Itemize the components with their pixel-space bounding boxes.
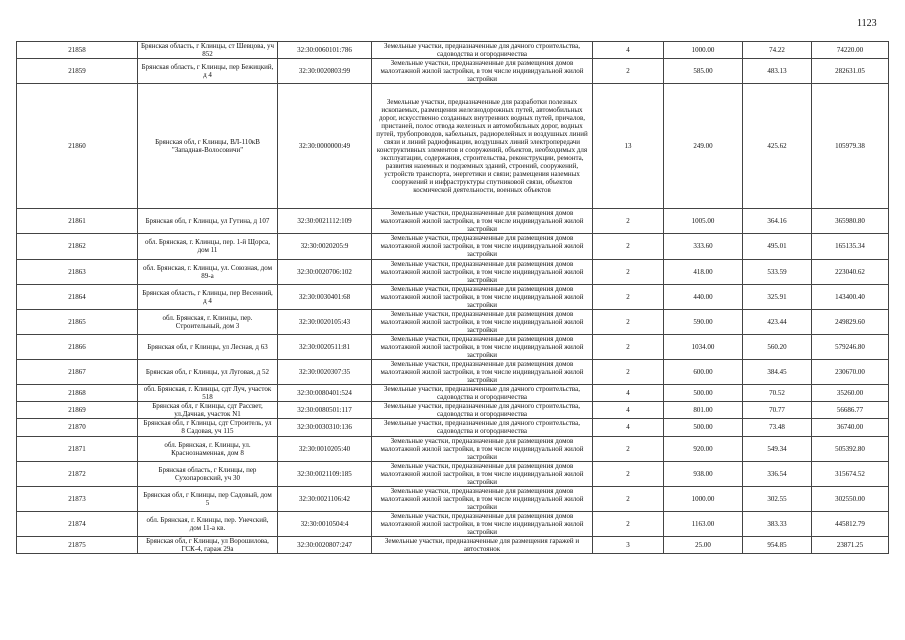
row-group: 3 <box>593 537 664 554</box>
row-land-purpose: Земельные участки, предназначенные для размещения домов малоэтажной жилой застройки, в том числе индивидуальной жилой застройки <box>372 309 593 334</box>
row-specific-value: 425.62 <box>743 84 812 209</box>
row-number: 21867 <box>17 360 138 385</box>
page-number: 1123 <box>857 18 877 29</box>
row-number: 21865 <box>17 309 138 334</box>
table-row <box>17 385 889 402</box>
row-land-purpose: Земельные участки, предназначенные для размещения домов малоэтажной жилой застройки, в том числе индивидуальной жилой застройки <box>372 436 593 461</box>
row-number: 21870 <box>17 419 138 436</box>
table-body <box>17 42 889 554</box>
row-specific-value: 533.59 <box>743 259 812 284</box>
row-land-purpose: Земельные участки, предназначенные для размещения домов малоэтажной жилой застройки, в том числе индивидуальной жилой застройки <box>372 259 593 284</box>
row-group: 2 <box>593 461 664 486</box>
row-specific-value: 549.34 <box>743 436 812 461</box>
row-cadastral-value: 445812.79 <box>812 511 889 536</box>
row-group: 4 <box>593 419 664 436</box>
row-cadastral-value: 74220.00 <box>812 42 889 59</box>
row-group: 13 <box>593 84 664 209</box>
row-cadastral-value: 505392.80 <box>812 436 889 461</box>
table-row <box>17 59 889 84</box>
row-area: 418.00 <box>664 259 743 284</box>
row-land-purpose: Земельные участки, предназначенные для дачного строительства, садоводства и огородничества <box>372 42 593 59</box>
row-area: 500.00 <box>664 385 743 402</box>
row-area: 249.00 <box>664 84 743 209</box>
row-area: 1000.00 <box>664 486 743 511</box>
row-cadastral-value: 36740.00 <box>812 419 889 436</box>
table-row <box>17 84 889 209</box>
row-area: 600.00 <box>664 360 743 385</box>
row-address: Брянская обл, г Клинцы, ул Гутина, д 107 <box>138 209 278 234</box>
row-address: Брянская область, г Клинцы, пер Бежицкий, д 4 <box>138 59 278 84</box>
row-group: 2 <box>593 234 664 259</box>
row-specific-value: 954.85 <box>743 537 812 554</box>
row-area: 590.00 <box>664 309 743 334</box>
row-cadastral-number: 32:30:0020105:43 <box>278 309 372 334</box>
cadastral-value-table <box>16 41 889 554</box>
row-land-purpose: Земельные участки, предназначенные для размещения домов малоэтажной жилой застройки, в том числе индивидуальной жилой застройки <box>372 486 593 511</box>
row-address: обл. Брянская, г. Клинцы, пер. 1-й Щорса, дом 11 <box>138 234 278 259</box>
row-number: 21869 <box>17 402 138 419</box>
row-cadastral-number: 32:30:0021106:42 <box>278 486 372 511</box>
table-row <box>17 436 889 461</box>
row-cadastral-number: 32:30:0020807:247 <box>278 537 372 554</box>
row-land-purpose: Земельные участки, предназначенные для размещения домов малоэтажной жилой застройки, в том числе индивидуальной жилой застройки <box>372 284 593 309</box>
table-row <box>17 419 889 436</box>
row-number: 21864 <box>17 284 138 309</box>
row-cadastral-value: 365980.80 <box>812 209 889 234</box>
row-group: 2 <box>593 309 664 334</box>
row-area: 1005.00 <box>664 209 743 234</box>
row-cadastral-number: 32:30:0030310:136 <box>278 419 372 436</box>
row-group: 2 <box>593 209 664 234</box>
table-row <box>17 334 889 359</box>
table-row <box>17 209 889 234</box>
row-specific-value: 560.20 <box>743 334 812 359</box>
row-number: 21861 <box>17 209 138 234</box>
row-address: Брянская обл, г Клинцы, сдт Рассвет, ул.Дачная, участок N1 <box>138 402 278 419</box>
row-number: 21858 <box>17 42 138 59</box>
row-cadastral-number: 32:30:0010504:4 <box>278 511 372 536</box>
row-cadastral-value: 223040.62 <box>812 259 889 284</box>
row-specific-value: 70.77 <box>743 402 812 419</box>
row-group: 4 <box>593 402 664 419</box>
table-row <box>17 42 889 59</box>
row-address: обл. Брянская, г. Клинцы, пер. Строительный, дом 3 <box>138 309 278 334</box>
row-number: 21873 <box>17 486 138 511</box>
row-specific-value: 364.16 <box>743 209 812 234</box>
row-land-purpose: Земельные участки, предназначенные для дачного строительства, садоводства и огородничества <box>372 419 593 436</box>
row-specific-value: 495.01 <box>743 234 812 259</box>
row-address: обл. Брянская, г. Клинцы, ул. Союзная, дом 89-а <box>138 259 278 284</box>
row-address: Брянская обл, г Клинцы, ул Лесная, д 63 <box>138 334 278 359</box>
row-address: Брянская обл, г Клинцы, сдт Строитель, ул 8 Садовая, уч 115 <box>138 419 278 436</box>
row-cadastral-value: 230670.00 <box>812 360 889 385</box>
row-number: 21862 <box>17 234 138 259</box>
row-land-purpose: Земельные участки, предназначенные для размещения домов малоэтажной жилой застройки, в том числе индивидуальной жилой застройки <box>372 334 593 359</box>
row-cadastral-value: 165135.34 <box>812 234 889 259</box>
row-group: 2 <box>593 259 664 284</box>
row-number: 21859 <box>17 59 138 84</box>
row-number: 21866 <box>17 334 138 359</box>
row-cadastral-value: 56686.77 <box>812 402 889 419</box>
table-row <box>17 234 889 259</box>
row-cadastral-number: 32:30:0030401:68 <box>278 284 372 309</box>
row-group: 2 <box>593 436 664 461</box>
row-area: 1163.00 <box>664 511 743 536</box>
row-land-purpose: Земельные участки, предназначенные для размещения домов малоэтажной жилой застройки, в том числе индивидуальной жилой застройки <box>372 209 593 234</box>
table-row <box>17 511 889 536</box>
row-specific-value: 325.91 <box>743 284 812 309</box>
row-specific-value: 73.48 <box>743 419 812 436</box>
row-cadastral-number: 32:30:0021112:109 <box>278 209 372 234</box>
row-number: 21863 <box>17 259 138 284</box>
row-group: 4 <box>593 42 664 59</box>
row-group: 2 <box>593 334 664 359</box>
row-land-purpose: Земельные участки, предназначенные для размещения домов малоэтажной жилой застройки, в том числе индивидуальной жилой застройки <box>372 511 593 536</box>
table-row <box>17 259 889 284</box>
row-area: 440.00 <box>664 284 743 309</box>
row-land-purpose: Земельные участки, предназначенные для дачного строительства, садоводства и огородничества <box>372 385 593 402</box>
row-specific-value: 336.54 <box>743 461 812 486</box>
row-land-purpose: Земельные участки, предназначенные для размещения домов малоэтажной жилой застройки, в том числе индивидуальной жилой застройки <box>372 461 593 486</box>
row-number: 21860 <box>17 84 138 209</box>
row-cadastral-number: 32:30:0080401:524 <box>278 385 372 402</box>
row-land-purpose: Земельные участки, предназначенные для размещения домов малоэтажной жилой застройки, в том числе индивидуальной жилой застройки <box>372 59 593 84</box>
row-area: 938.00 <box>664 461 743 486</box>
row-group: 2 <box>593 511 664 536</box>
row-cadastral-number: 32:30:0020307:35 <box>278 360 372 385</box>
row-address: обл. Брянская, г. Клинцы, пер. Унечский, дом 11-а кв. <box>138 511 278 536</box>
row-cadastral-value: 143400.40 <box>812 284 889 309</box>
row-specific-value: 302.55 <box>743 486 812 511</box>
row-group: 2 <box>593 284 664 309</box>
row-cadastral-number: 32:30:0021109:185 <box>278 461 372 486</box>
row-group: 2 <box>593 59 664 84</box>
row-cadastral-number: 32:30:0020706:102 <box>278 259 372 284</box>
row-land-purpose: Земельные участки, предназначенные для размещения домов малоэтажной жилой застройки, в том числе индивидуальной жилой застройки <box>372 234 593 259</box>
row-cadastral-value: 579246.80 <box>812 334 889 359</box>
table-row <box>17 486 889 511</box>
table-row <box>17 360 889 385</box>
row-land-purpose: Земельные участки, предназначенные для дачного строительства, садоводства и огородничества <box>372 402 593 419</box>
row-cadastral-number: 32:30:0080501:117 <box>278 402 372 419</box>
row-area: 1034.00 <box>664 334 743 359</box>
row-address: Брянская область, г Клинцы, ст Шевцова, уч 852 <box>138 42 278 59</box>
row-number: 21875 <box>17 537 138 554</box>
row-group: 2 <box>593 360 664 385</box>
row-land-purpose: Земельные участки, предназначенные для разработки полезных ископаемых, размещения железнодорожных путей, автомобильных дорог, искусственно созданных внутренних водных путей, причалов, пристаней, полос отвода железных и автомобильных дорог, водных путей, трубопроводов, кабельных, радиорелейных и воздушных линий связи и линий радиофикации, воздушных линий электропередачи конструктивных элементов и сооружений, объектов, необходимых для эксплуатации, содержания, строительства, реконструкции, ремонта, развития наземных и подземных зданий, строений, сооружений, устройств транспорта, энергетики и связи; размещения наземных сооружений и инфраструктуры спутниковой связи, объектов космической деятельности, военных объектов <box>372 84 593 209</box>
row-cadastral-value: 23871.25 <box>812 537 889 554</box>
row-address: Брянская обл, г Клинцы, ул Луговая, д 52 <box>138 360 278 385</box>
row-number: 21871 <box>17 436 138 461</box>
row-land-purpose: Земельные участки, предназначенные для размещения домов малоэтажной жилой застройки, в том числе индивидуальной жилой застройки <box>372 360 593 385</box>
row-group: 4 <box>593 385 664 402</box>
row-specific-value: 74.22 <box>743 42 812 59</box>
row-cadastral-value: 302550.00 <box>812 486 889 511</box>
table-row <box>17 309 889 334</box>
row-area: 920.00 <box>664 436 743 461</box>
row-cadastral-number: 32:30:0010205:40 <box>278 436 372 461</box>
table-row <box>17 537 889 554</box>
table-row <box>17 284 889 309</box>
row-area: 801.00 <box>664 402 743 419</box>
row-number: 21872 <box>17 461 138 486</box>
row-address: обл. Брянская, г. Клинцы, ул. Краснознаменная, дом 8 <box>138 436 278 461</box>
table-row <box>17 461 889 486</box>
row-cadastral-number: 32:30:0020511:81 <box>278 334 372 359</box>
row-specific-value: 70.52 <box>743 385 812 402</box>
row-cadastral-value: 315674.52 <box>812 461 889 486</box>
row-address: Брянская обл, г Клинцы, ВЛ-110кВ "Западная-Волосовичи" <box>138 84 278 209</box>
row-specific-value: 384.45 <box>743 360 812 385</box>
row-cadastral-number: 32:30:0000000:49 <box>278 84 372 209</box>
row-area: 25.00 <box>664 537 743 554</box>
row-number: 21868 <box>17 385 138 402</box>
row-address: Брянская обл, г Клинцы, ул Ворошилова, ГСК-4, гараж 29а <box>138 537 278 554</box>
row-area: 1000.00 <box>664 42 743 59</box>
row-cadastral-value: 282631.05 <box>812 59 889 84</box>
row-cadastral-number: 32:30:0060101:786 <box>278 42 372 59</box>
row-group: 2 <box>593 486 664 511</box>
row-address: Брянская область, г Клинцы, пер Сухопаровский, уч 30 <box>138 461 278 486</box>
table-row <box>17 402 889 419</box>
row-cadastral-value: 105979.38 <box>812 84 889 209</box>
row-address: Брянская область, г Клинцы, пер Весенний, д 4 <box>138 284 278 309</box>
row-cadastral-number: 32:30:0020803:99 <box>278 59 372 84</box>
row-specific-value: 423.44 <box>743 309 812 334</box>
row-cadastral-number: 32:30:0020205:9 <box>278 234 372 259</box>
row-cadastral-value: 249829.60 <box>812 309 889 334</box>
row-address: Брянская обл, г Клинцы, пер Садовый, дом 5 <box>138 486 278 511</box>
row-area: 500.00 <box>664 419 743 436</box>
row-area: 333.60 <box>664 234 743 259</box>
row-land-purpose: Земельные участки, предназначенные для размещения гаражей и автостоянок <box>372 537 593 554</box>
row-cadastral-value: 35260.00 <box>812 385 889 402</box>
row-specific-value: 483.13 <box>743 59 812 84</box>
row-specific-value: 383.33 <box>743 511 812 536</box>
row-address: обл. Брянская, г. Клинцы, сдт Луч, участок 518 <box>138 385 278 402</box>
row-number: 21874 <box>17 511 138 536</box>
row-area: 585.00 <box>664 59 743 84</box>
